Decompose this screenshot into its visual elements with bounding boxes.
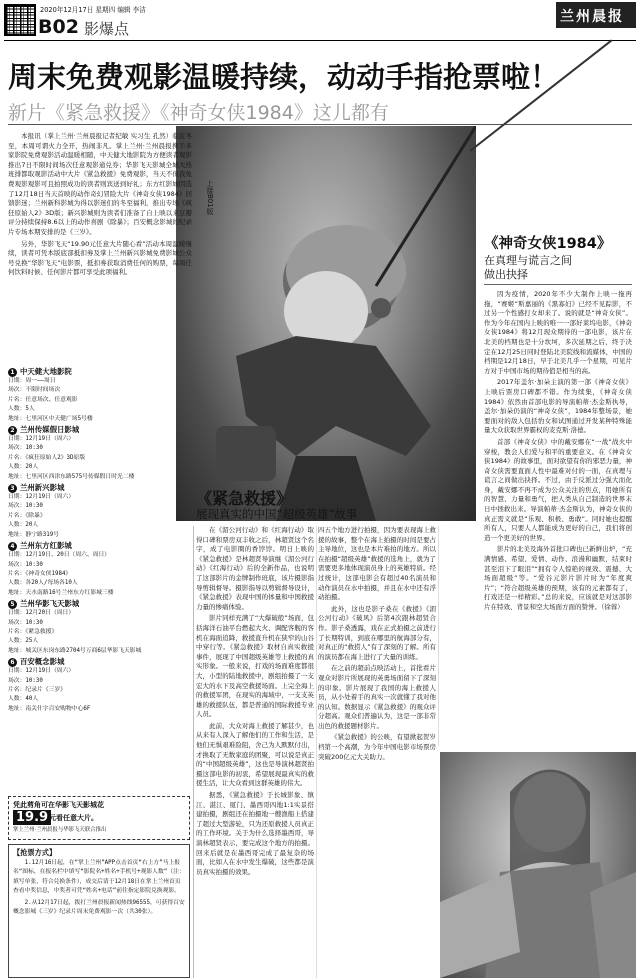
venue-line: 地址：七里河区中天健广场5号楼 bbox=[8, 415, 93, 422]
rescue-paragraph: 此前，大众对海上救援了解甚少，也从来有人深入了解他们的工作和生活，是他们无惧艰难险阻，舍己为人默默付出，才换取了无数家庭的团聚，可以说是真正的“中国超级英雄”，这也是导演林超贤拍摄这部电影的初衷，希望展现最真实的救援生活，让大众看到这群英雄的伟大。 bbox=[196, 721, 314, 788]
intro-paragraph-1: 本报讯（掌上兰州·兰州晨报记者纪敏 实习生 孔然）临近冬至，本周可谓火力全开，热闹非凡。掌上兰州·兰州晨报携手多家影院免费观影活动温暖相随，中天健大地影院为方便读者观影推出7日不限时间场次任意观影通兑券；华影飞天影城全城大热班排都取观影活动中大片《紧急救援》免费观影，当天不但我免费观影观影可且拍照成功的读者则宾送到好礼；东方红影城因选了12月18日当天首映的动作奇幻冒险大片《神奇女侠1984》回馈影迷；兰州新科影城为得以影迷们的冬至福利，推出专场《疯狂原始人2》3D版；新兴影城则为读者们准备了自上映以来豆瓣评分持续保持8.6以上的动作喜剧《除暴》；百安概念影城的纪录片专场本期安排的是《三岁》。 bbox=[8, 132, 192, 236]
rescue-body-col-2 bbox=[318, 526, 436, 978]
venue-line: 地址：南关什字百安购物中心6F bbox=[8, 705, 91, 712]
venue-line: 场次：不限时间场次 bbox=[8, 387, 61, 394]
venue-line: 人数：25人 bbox=[8, 638, 39, 645]
venue-item bbox=[8, 424, 180, 482]
venue-number: 2 bbox=[8, 426, 17, 435]
howto-box bbox=[8, 844, 190, 978]
subheadline: 新片《紧急救援》《神奇女侠1984》这儿都有 bbox=[8, 102, 389, 124]
rescue-paragraph: 据悉，《紧急救援》于长城影象、镇江、湛江、厦门、墨西哥四地1:1实景搭建拍摄，剧组还在拍摄地一艘渔船上搭建了超过大型游轮，只为还原救援人员真正的工作环境。关于为什么选择墨西哥，导演林超贤表示，要完成这个地方的拍摄。回来后就是在墨西哥完成了最复杂的场面，比如人在水中发生爆破，这些都是演员真实拍摄的效果。 bbox=[196, 791, 314, 876]
page-code: B02 bbox=[38, 16, 79, 38]
rescue-paragraph: 在《湄公河行动》和《红海行动》取得口碑和票房双丰收之后，林超贤这个名字，成了电影圈的香饽饽。明日上映的《紧急救援》是林超贤导演继《湄公河行动》《红海行动》后的全新作品，也说明了这部影片的金牌制作班底，该片摄影指导剪辑督导。摄影指导以剪辑督导设计，《紧急救援》表现中国的体量和中国救援力量的惨痛体验。 bbox=[196, 526, 314, 611]
ww-body bbox=[484, 290, 632, 745]
venue-line: 日期：周一——周日 bbox=[8, 378, 56, 384]
venue-line: 地址：七里河区西津东路575号传媒假日时光二楼 bbox=[8, 473, 135, 480]
venue-line: 场次：10:30 bbox=[8, 503, 43, 510]
venue-line: 人数：40人 bbox=[8, 696, 39, 703]
section-name: 影爆点 bbox=[84, 20, 130, 38]
intro-text bbox=[8, 132, 192, 278]
venue-item bbox=[8, 656, 180, 714]
ww-paragraph: 影片的北美及海外首批口碑也已新鲜出炉，“充满情感、希望、爱情、动作、浪漫和幽默，结束时甚至泪下了眼泪”“拥有令人惊艳的视效、震撼、大场面超级”等。“爱谷元影片影片时为“年度爽片”；“符合超级英雄的预期，该有的元素都有了，打戏还是一样精彩。”总的来说，应该就是对这部影片在特效、背景和空大场面方面的赞誉。（徐蓉） bbox=[484, 545, 632, 611]
headline-rule bbox=[8, 124, 632, 125]
venue-number: 4 bbox=[8, 542, 17, 551]
column-divider bbox=[316, 526, 317, 978]
venue-name: 中天健大地影院 bbox=[20, 367, 72, 376]
rescue-paragraph: 四五个地方进行拍摄，因为要表现海上救援的故事，整个在海上拍摄的时间是要占主导地位，这也是本片难拍的地方。所以在拍摄“超级英雄”救援的选角上，就为了需要更多地体现演员身上的英雄特质。经过统计，这部电影会有超过40名演员和动作演员在水中拍摄，并且在水中还有浮动拍摄。 bbox=[318, 526, 436, 602]
rescuer-figure-illustration bbox=[176, 126, 476, 521]
venue-line: 人数：20人 bbox=[8, 522, 39, 529]
venue-line: 日期：12月19日（周六） bbox=[8, 494, 75, 501]
coupon-note: 掌上兰州·兰州晨报与华影飞天联合推出 bbox=[13, 827, 107, 833]
coupon-box[interactable] bbox=[8, 796, 190, 840]
venue-line: 日期：12月19日、20日（周六、周日） bbox=[8, 552, 111, 559]
header-rule bbox=[4, 40, 636, 41]
ww-title-rule bbox=[484, 284, 632, 285]
venue-line: 人数：20人 bbox=[8, 464, 39, 471]
coupon-line-2: 元看任意大片。 bbox=[49, 814, 98, 822]
column-divider bbox=[438, 526, 439, 746]
rescue-body-col-1 bbox=[196, 526, 314, 978]
venue-line: 片名：任意场次、任意观影 bbox=[8, 396, 78, 403]
ww-subtitle-2: 做出抉择 bbox=[484, 268, 528, 281]
venue-line: 人数：5人 bbox=[8, 406, 35, 413]
rescue-title: 《紧急救援》 bbox=[196, 489, 293, 508]
intro-paragraph-2: 另外，华影飞天“19.90元任意大片随心看”活动本周温暖继续，读者可凭本版底部抵扣劵及掌上兰州新兴影城免费影城公众号兑换“华影飞天”电影票，抵扣劵获取消费任何的购票，每周任何饮料时候、任何影片都可享受此项福利。 bbox=[8, 239, 192, 277]
rescue-paragraph: 影片同样充满了“大爆破般”场面，包括海洋石油平台燃起大火、调配客舰的客机在海面追降，救援直升机在狭窄的山谷中穿行等。《紧急救援》取材自真实救援事件，展现了中国超级英雄等上救援的真实形象。一般来说，打戏的场面难度都很大，小型的陆地救援中，剧组拍摄了一支宏大的水下及高空救援场面。上完全海上的救援军团，在现实的海域中，一支支英雄的救援队伍，都是普通的国际救援专业人员。 bbox=[196, 614, 314, 719]
venue-line: 片名：《神奇女侠1984》 bbox=[8, 570, 72, 577]
venue-line: 场次：10:30 bbox=[8, 445, 43, 452]
howto-title: 【抢票方式】 bbox=[13, 848, 57, 857]
venue-name: 兰州传媒假日影城 bbox=[20, 425, 80, 435]
venue-name: 百安概念影城 bbox=[20, 657, 65, 667]
venue-number: 5 bbox=[8, 600, 17, 609]
hero-photo bbox=[176, 126, 476, 521]
ww-title: 《神奇女侠1984》 bbox=[484, 236, 612, 252]
ww-paragraph: 首部《神奇女侠》中的戴安娜在“一战”战火中穿梭，教会人们爱与和平的重要意义。在《神奇女侠1984》的故事里，面对欲望有你的邪恶力量，神奇女侠需要直面人性中最难对付的一面，在真理与谎言之间做出抉择。不过，由于反派过分强大而化身，戴安娜不再不成为公众关注的焦点，用她所有的智慧、力量和勇气，把人类从自己制造的世界末日中拯救出来。导演帕蒂·杰金斯认为，神奇女侠的真正需义就是“乐观、积极、勇敢”。同时她也提醒所有人，只要人人都能成为更好的自己，我们将创造一个更美好的世界。 bbox=[484, 437, 632, 542]
venue-line: 片名：《除暴》 bbox=[8, 512, 46, 519]
venue-item bbox=[8, 366, 180, 424]
column-divider bbox=[193, 526, 194, 978]
venue-line: 日期：12月20日（周日） bbox=[8, 610, 75, 617]
coupon-price: 19.9 bbox=[13, 810, 51, 825]
headline: 周末免费观影温暖持续，动动手指抢票啦！ bbox=[8, 60, 560, 94]
ww-paragraph: 2017年盖尔·加朵主演的第一部《神奇女侠》上映后票房口碑都不错。作为续集，《神奇女侠1984》依然由首部电影的导演帕蒂·杰金斯执导，盖尔·加朵仍演的“神奇女侠”，1984年整场景，她要面对的敌人包括豹女和试图通过开发某种特殊能量大众获取世界霸权的麦克斯·洛德。 bbox=[484, 378, 632, 435]
venue-number: 6 bbox=[8, 658, 17, 667]
venue-line: 地址：天水南路16号兰州东方红影城三楼 bbox=[8, 589, 114, 596]
howto-paragraph-2: 2.从12月17日起，拨打兰州晨报新闻热线96555，可获得百安概念影城《三岁》纪录片周末免费观影一次（共30张）。 bbox=[13, 899, 185, 916]
venue-line: 日期：12月19日（周六） bbox=[8, 436, 75, 443]
rescue-subtitle: 展现真实的中国“超级英雄”故事 bbox=[196, 507, 358, 521]
howto-paragraph-1: 1.12月16日起，在“掌上兰州”APP点击首页“右上方”马上报名“图标，在报名栏中填写“影院名+姓名+手机号+观影人数”（注：填写单张，符合兑换条件），成交后请于12月18日在掌上兰州首页查看中奖信息，中奖者可凭“姓名+电话”前往指定影院兑换观影。 bbox=[13, 860, 185, 895]
venue-item bbox=[8, 540, 180, 598]
venue-name: 兰州新兴影城 bbox=[20, 483, 65, 493]
venue-line: 日期：12月19日（周六） bbox=[8, 668, 75, 675]
ww-photo bbox=[440, 752, 636, 978]
venue-line: 片名：《疯狂原始人2》3D原版 bbox=[8, 454, 86, 461]
rescue-paragraph: 此外，这也是影子桑在《救援》《湄公河行动》《破风》后第4次跟林超贤合作。影子桑透露，戏在正式拍摄之前进行了长期特训，到底在哪里的航海部分有，对真正的“救捞人”有了深刻的了解。所有的演员都在海上进行了大量的训练。 bbox=[318, 604, 436, 661]
venue-line: 场次：10:30 bbox=[8, 561, 43, 568]
rescue-paragraph: 《紧急救援》的公映，有望掀起贺岁档第一个高潮，为今年中国电影市场票房突破200亿元大关助力。 bbox=[318, 733, 436, 761]
venue-line: 地址：静宁路319号 bbox=[8, 531, 60, 538]
venue-line: 场次：10:30 bbox=[8, 619, 43, 626]
ww-subtitle-1: 在真理与谎言之间 bbox=[484, 254, 572, 267]
venue-line: 场次：10:30 bbox=[8, 677, 43, 684]
venue-number: 3 bbox=[8, 484, 17, 493]
wonder-woman-illustration bbox=[440, 752, 636, 978]
venue-list bbox=[8, 366, 180, 714]
venue-line: 地址：城关区东岗东路2704号万商6层华影飞天影城 bbox=[8, 647, 142, 654]
venue-number: 1 bbox=[8, 368, 17, 377]
venue-line: 人数：各20人/每场各10人 bbox=[8, 580, 78, 587]
ww-paragraph: 因为疫情，2020年不少大制作上映一拖再拖，“赛姬”斯嘉丽的《黑寡妇》已经不见踪影，不过另一个性感打女却来了。说的就是“神奇女侠”。作为今年在国内上映的唯一一部好莱坞电影，《神奇女侠1984》将12月现众期待的一部电影，该片在北美的档期也是十分坎坷，多次延期之后，终于决定在12月25日同时登陆北美院线和流媒体，中国的档期是12月18日，早于北美几乎一个星期，可见片方对于中国市场的期待值是相当的高。 bbox=[484, 290, 632, 375]
date-line: 2020年12月17日 星期四 编辑 李洁 bbox=[40, 6, 146, 14]
venue-name: 兰州东方红影城 bbox=[20, 541, 72, 551]
venue-line: 片名：《紧急救援》 bbox=[8, 628, 58, 635]
venue-item bbox=[8, 598, 180, 656]
rescue-paragraph: 在之前的超前点映活动上，首批看片观众对影片所展现的英勇场面留下了深刻的印象。影片展现了我国的海上救援人员，从小处着手的真实一次就懂了我对他的认知。数据显示《紧急救援》的观众评分超高。观众们普遍认为，这是一部非常出色的救援题材影片。 bbox=[318, 664, 436, 730]
venue-name: 兰州华影飞天影城 bbox=[20, 599, 80, 609]
venue-item bbox=[8, 482, 180, 540]
qr-code bbox=[4, 4, 36, 36]
venue-line: 片名：纪录片《三岁》 bbox=[8, 686, 66, 693]
masthead-logo: 兰州晨报 bbox=[560, 9, 624, 25]
side-label: 上接B01版 bbox=[206, 180, 214, 215]
coupon-line-1: 凭此剪角可在华影飞天影城花 bbox=[13, 801, 104, 809]
